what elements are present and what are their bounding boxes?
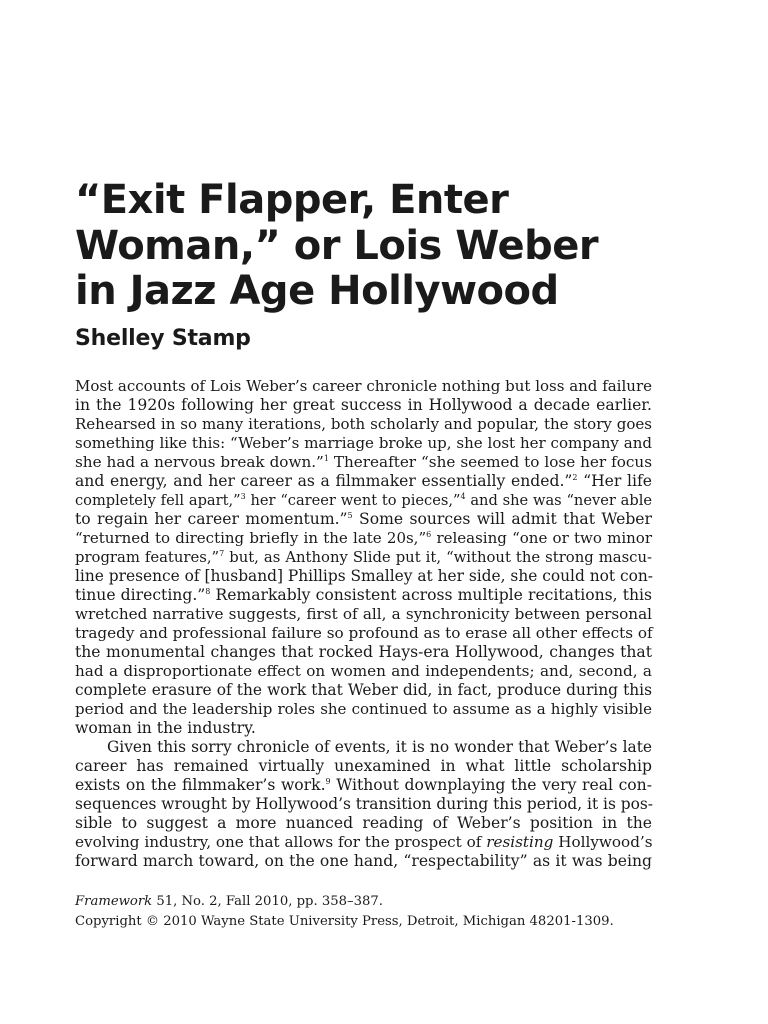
body-line: she had a nervous break down.”$^1$ Thereafter “she seemed to lose her focus (75, 453, 652, 471)
article-author: Shelley Stamp (75, 326, 251, 351)
title-line: Woman,” or Lois Weber (75, 222, 599, 269)
body-line: tinue directing.”$^8$ Remarkably consistent across multiple recitations, this (75, 586, 652, 604)
body-line: tragedy and professional failure so profound as to erase all other effects of (75, 624, 653, 642)
article-footer (75, 892, 675, 932)
footnote-marker[interactable]: 9 (325, 777, 331, 786)
footnote-marker[interactable]: 8 (205, 587, 211, 596)
citation-details: 51, No. 2, Fall 2010, pp. 358–387. (152, 894, 384, 909)
body-line: had a disproportionate effect on women and independents; and, second, a (75, 662, 652, 680)
title-line: in Jazz Age Hollywood (75, 268, 559, 314)
citation-line (75, 892, 675, 912)
footnote-marker[interactable]: 1 (323, 454, 329, 463)
body-line: program features,”$^7$ but, as Anthony Slide put it, “without the strong mascu- (75, 549, 652, 566)
body-line: Rehearsed in so many iterations, both scholarly and popular, the story goes (75, 415, 652, 433)
body-line: exists on the filmmaker’s work.$^9$ Without downplaying the very real con- (75, 776, 652, 794)
body-line: sequences wrought by Hollywood’s transition during this period, it is pos- (75, 795, 653, 813)
body-line: line presence of [husband] Phillips Smalley at her side, she could not con- (75, 567, 653, 585)
article-title (75, 178, 675, 315)
body-line-tail: Hollywood’s (553, 833, 653, 851)
body-line (75, 833, 652, 852)
body-line: to regain her career momentum.”$^5$ Some sources will admit that Weber (75, 510, 652, 528)
footnote-marker[interactable]: 4 (460, 492, 466, 501)
body-line: woman in the industry. (75, 719, 256, 737)
body-line-head: evolving industry, one that allows for the prospect of (75, 833, 487, 851)
article-body (75, 377, 652, 871)
body-line: completely fell apart,”$^3$ her “career went to pieces,”$^4$ and she was “never able (75, 492, 652, 509)
body-line: “returned to directing briefly in the late 20s,”$^6$ releasing “one or two minor (75, 529, 652, 547)
footnote-marker[interactable]: 7 (219, 549, 225, 558)
body-line: and energy, and her career as a filmmaker essentially ended.”$^2$ “Her life (75, 472, 652, 490)
body-line: complete erasure of the work that Weber did, in fact, produce during this (75, 681, 652, 699)
body-line: forward march toward, on the one hand, “respectability” as it was being (75, 852, 652, 870)
body-line: something like this: “Weber’s marriage broke up, she lost her company and (75, 434, 652, 452)
body-line: the monumental changes that rocked Hays-era Hollywood, changes that (75, 643, 652, 661)
journal-name: Framework (75, 894, 153, 909)
body-line: wretched narrative suggests, first of all, a synchronicity between personal (75, 605, 652, 623)
footnote-marker[interactable]: 5 (347, 511, 353, 520)
body-line: Most accounts of Lois Weber’s career chronicle nothing but loss and failure (75, 377, 652, 395)
body-line: career has remained virtually unexamined in what little scholarship (75, 757, 652, 775)
copyright-line: Copyright © 2010 Wayne State University Press, Detroit, Michigan 48201-1309. (75, 914, 614, 929)
footnote-marker[interactable]: 3 (240, 492, 246, 501)
body-line: Given this sorry chronicle of events, it is no wonder that Weber’s late (107, 738, 652, 756)
body-line: sible to suggest a more nuanced reading of Weber’s position in the (75, 814, 652, 832)
emphasis-word: resisting (486, 833, 554, 851)
title-line: “Exit Flapper, Enter (75, 177, 509, 223)
footnote-marker[interactable]: 2 (572, 473, 578, 482)
body-line: period and the leadership roles she continued to assume as a highly visible (75, 700, 652, 718)
footnote-marker[interactable]: 6 (426, 530, 432, 539)
body-line: in the 1920s following her great success in Hollywood a decade earlier. (75, 396, 652, 414)
